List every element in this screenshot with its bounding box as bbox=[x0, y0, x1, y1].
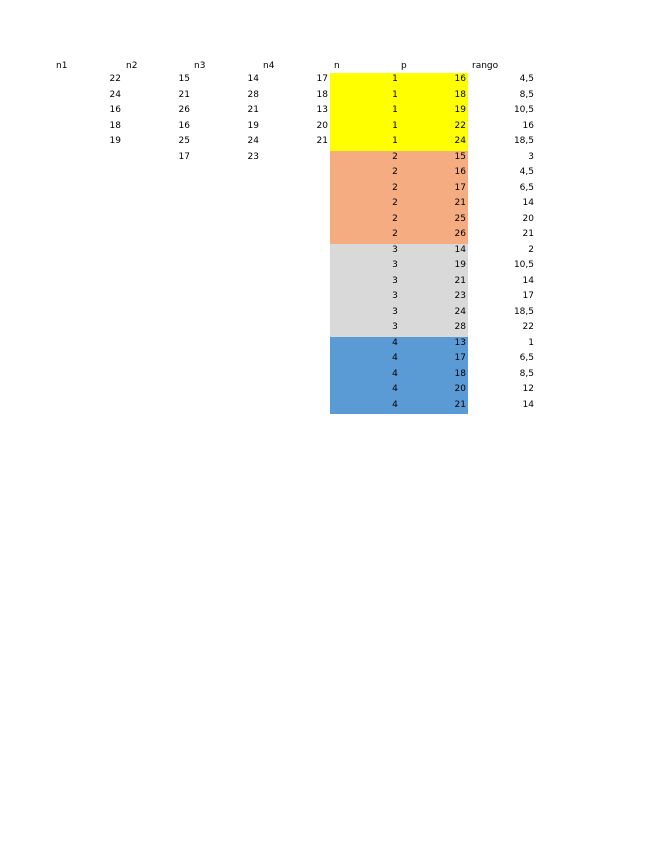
cell-rango: 2 bbox=[528, 244, 534, 255]
cell-value: 20 bbox=[454, 384, 466, 394]
header-n4: n4 bbox=[263, 61, 275, 71]
cell-p: 2 bbox=[392, 198, 398, 208]
cell-n4: 14 bbox=[247, 74, 259, 84]
cell-n3: 15 bbox=[178, 74, 190, 84]
cell-rango: 6,5 bbox=[519, 353, 534, 363]
cell-p: 4 bbox=[392, 368, 398, 379]
cell-value: 17 bbox=[454, 353, 466, 363]
cell-p: 2 bbox=[392, 182, 398, 193]
cell-p: 4 bbox=[392, 353, 398, 363]
cell-p: 4 bbox=[392, 337, 398, 348]
cell-value: 14 bbox=[454, 244, 466, 255]
cell-p: 3 bbox=[392, 244, 398, 255]
cell-rango: 12 bbox=[522, 384, 534, 394]
cell-p: 2 bbox=[392, 167, 398, 177]
cell-value: 24 bbox=[454, 306, 466, 317]
cell-p: 1 bbox=[392, 89, 398, 100]
cell-rango: 14 bbox=[522, 198, 534, 208]
cell-rango: 8,5 bbox=[519, 89, 534, 100]
header-n2: n2 bbox=[126, 61, 138, 71]
cell-rango: 18,5 bbox=[513, 306, 534, 317]
cell-value: 22 bbox=[454, 120, 466, 131]
cell-value: 23 bbox=[454, 291, 466, 301]
cell-n3: 26 bbox=[178, 105, 190, 115]
header-n1: n1 bbox=[56, 61, 68, 71]
cell-n: 17 bbox=[316, 74, 328, 84]
cell-rango: 6,5 bbox=[519, 182, 534, 193]
cell-n2: 22 bbox=[109, 74, 121, 84]
cell-p: 2 bbox=[392, 213, 398, 224]
cell-p: 3 bbox=[392, 260, 398, 270]
cell-n2: 16 bbox=[109, 105, 121, 115]
cell-n3: 25 bbox=[178, 136, 190, 146]
cell-n4: 21 bbox=[247, 105, 259, 115]
cell-value: 17 bbox=[454, 182, 466, 193]
cell-n2: 19 bbox=[109, 136, 121, 146]
cell-value: 21 bbox=[454, 198, 466, 208]
cell-p: 4 bbox=[392, 399, 398, 410]
cell-n: 13 bbox=[316, 105, 328, 115]
cell-value: 13 bbox=[454, 337, 466, 348]
cell-p: 2 bbox=[392, 229, 398, 239]
cell-n3: 17 bbox=[178, 151, 190, 162]
header-p: p bbox=[401, 61, 407, 71]
cell-value: 19 bbox=[454, 260, 466, 270]
cell-p: 1 bbox=[392, 105, 398, 115]
cell-value: 19 bbox=[454, 105, 466, 115]
cell-value: 25 bbox=[454, 213, 466, 224]
cell-rango: 16 bbox=[522, 120, 534, 131]
cell-rango: 1 bbox=[528, 337, 534, 348]
header-rango: rango bbox=[472, 61, 499, 71]
cell-p: 4 bbox=[392, 384, 398, 394]
cell-p: 3 bbox=[392, 322, 398, 332]
cell-n4: 28 bbox=[247, 89, 259, 100]
cell-rango: 10,5 bbox=[513, 260, 534, 270]
cell-rango: 14 bbox=[522, 399, 534, 410]
cell-n4: 23 bbox=[247, 151, 259, 162]
cell-p: 3 bbox=[392, 291, 398, 301]
cell-rango: 3 bbox=[528, 151, 534, 162]
cell-n2: 24 bbox=[109, 89, 121, 100]
cell-rango: 17 bbox=[522, 291, 534, 301]
cell-p: 3 bbox=[392, 306, 398, 317]
cell-rango: 4,5 bbox=[519, 74, 534, 84]
cell-n: 20 bbox=[316, 120, 328, 131]
cell-value: 21 bbox=[454, 275, 466, 286]
cell-rango: 22 bbox=[522, 322, 534, 332]
cell-n4: 24 bbox=[247, 136, 259, 146]
cell-value: 18 bbox=[454, 89, 466, 100]
cell-value: 21 bbox=[454, 399, 466, 410]
cell-value: 15 bbox=[454, 151, 466, 162]
cell-p: 1 bbox=[392, 120, 398, 131]
cell-p: 2 bbox=[392, 151, 398, 162]
cell-p: 1 bbox=[392, 74, 398, 84]
cell-value: 16 bbox=[454, 167, 466, 177]
cell-n: 21 bbox=[316, 136, 328, 146]
cell-n4: 19 bbox=[247, 120, 259, 131]
cell-rango: 20 bbox=[522, 213, 534, 224]
cell-rango: 10,5 bbox=[513, 105, 534, 115]
cell-n: 18 bbox=[316, 89, 328, 100]
cell-rango: 4,5 bbox=[519, 167, 534, 177]
cell-value: 16 bbox=[454, 74, 466, 84]
cell-n3: 16 bbox=[178, 120, 190, 131]
cell-rango: 18,5 bbox=[513, 136, 534, 146]
cell-value: 18 bbox=[454, 368, 466, 379]
cell-n3: 21 bbox=[178, 89, 190, 100]
header-n: n bbox=[334, 61, 340, 71]
cell-value: 24 bbox=[454, 136, 466, 146]
cell-value: 26 bbox=[454, 229, 466, 239]
cell-value: 28 bbox=[454, 322, 466, 332]
cell-rango: 21 bbox=[522, 229, 534, 239]
cell-rango: 8,5 bbox=[519, 368, 534, 379]
cell-rango: 14 bbox=[522, 275, 534, 286]
cell-p: 3 bbox=[392, 275, 398, 286]
cell-p: 1 bbox=[392, 136, 398, 146]
cell-n2: 18 bbox=[109, 120, 121, 131]
header-n3: n3 bbox=[194, 61, 206, 71]
